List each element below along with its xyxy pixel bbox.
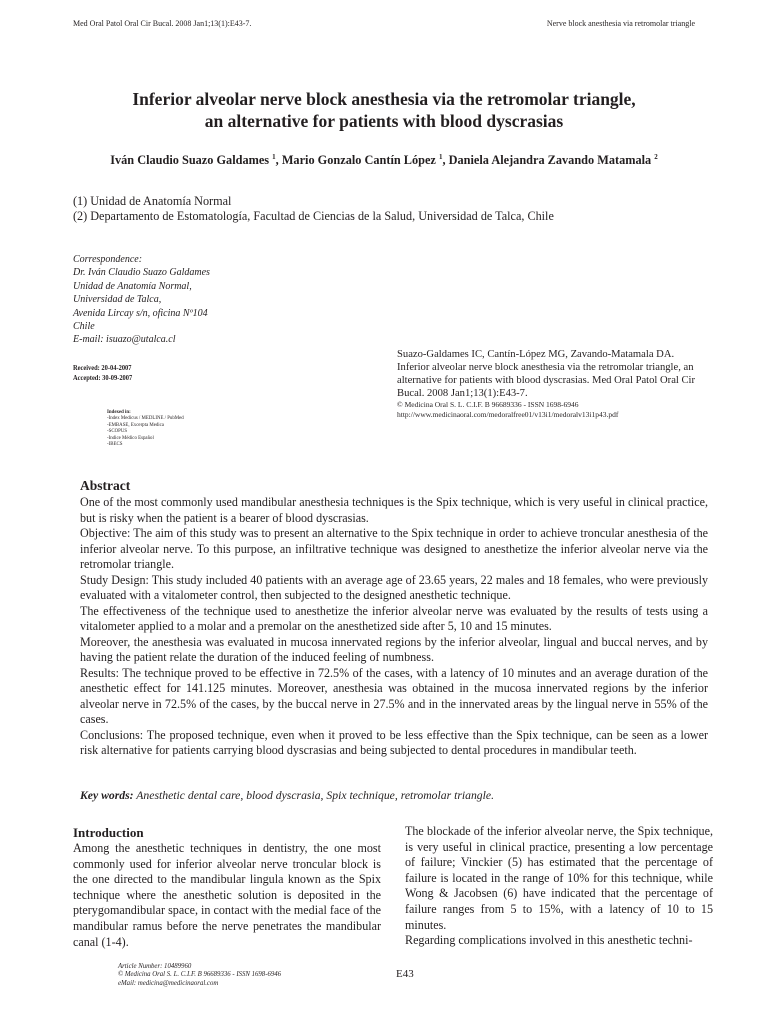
affiliations [73, 194, 554, 224]
page-number: E43 [396, 968, 414, 980]
accepted-date: Accepted: 30-09-2007 [73, 374, 133, 382]
index-item: -Indice Médico Español [107, 434, 154, 441]
index-item: -IBECS [107, 441, 123, 448]
abstract-paragraph: Study Design: This study included 40 patients with an average age of 23.65 years, 22 males and 18 females, who were previously evaluated with a vitalometer control, then subjected to the designed anesthetic technique. [80, 572, 708, 602]
index-item: -SCOPUS [107, 428, 128, 435]
abstract-heading: Abstract [80, 478, 131, 493]
index-item: -Index Medicus / MEDLINE / PubMed [107, 415, 184, 422]
correspondence-line: Chile [73, 321, 95, 333]
affiliation: (1) Unidad de Anatomía Normal [73, 194, 232, 208]
footer-email: eMail: medicina@medicinaoral.com [118, 979, 219, 987]
citation-line: Inferior alveolar nerve block anesthesia via the retromolar triangle, an [397, 362, 694, 373]
author-name: Daniela Alejandra Zavando Matamala [448, 153, 652, 167]
abstract-paragraph: Conclusions: The proposed technique, even when it proved to be less effective than the Spix technique, can be seen as a lower risk alternative for patients carrying blood dyscrasias and being subjected to dental procedures in mandibular teeth. [80, 727, 708, 757]
affiliation: (2) Departamento de Estomatología, Facultad de Ciencias de la Salud, Universidad de Talca, Chile [73, 209, 554, 223]
author-list: Iván Claudio Suazo Galdames $^1$, Mario Gonzalo Cantín López $^1$, Daniela Alejandra Zavando Matamala $^2$ [110, 153, 658, 167]
body-column-left [73, 841, 381, 950]
abstract-paragraph: Results: The technique proved to be effective in 72.5% of the cases, with a latency of 10 minutes and an average duration of the anesthetic effect for 141.125 minutes. Moreover, anesthesia was obtained in the mucosa innervated regions by the inferior alveolar nerve in 72.5% of the cases, by the buccal nerve in 27.5% and in the innervated areas by the lingual nerve in 55% of the cases. [80, 665, 708, 726]
body-column-right [405, 824, 713, 949]
indexed-in-heading: Indexed in: [107, 409, 131, 415]
footer-article-number: Article Number: 10489960 [118, 963, 192, 970]
author-affiliation-mark: 1 [272, 153, 276, 161]
author-name: Mario Gonzalo Cantín López [281, 153, 436, 167]
introduction-heading: Introduction [73, 825, 144, 840]
body-paragraph: The blockade of the inferior alveolar nerve, the Spix technique, is very useful in clinical practice, presenting a low percentage of failure; Vinckier (5) has estimated that the percentage of failure is located in the range of 10% for this technique, while Wong & Jacobsen (6) have indicated that the percentage of failure ranges from 5 to 15%, with a latency of 10 to 15 minutes. [405, 824, 713, 932]
abstract-paragraph: The effectiveness of the technique used to anesthetize the inferior alveolar nerve was evaluated by the results of tests using a vitalometer applied to a molar and a premolar on the anesthetized side after 5, 10 and 15 minutes. [80, 603, 708, 633]
author-name: Iván Claudio Suazo Galdames [110, 153, 270, 167]
author-affiliation-mark: 2 [654, 153, 658, 161]
abstract-paragraph: One of the most commonly used mandibular anesthesia techniques is the Spix technique, which is very useful in clinical practice, but is risky when the patient is a bearer of blood dyscrasias. [80, 495, 708, 525]
citation-copyright: © Medicina Oral S. L. C.I.F. B 96689336 - ISSN 1698-6946 [397, 400, 579, 409]
index-item: -EMBASE, Excerpta Medica [107, 421, 164, 428]
citation-line: alternative for patients with blood dyscrasias. Med Oral Patol Oral Cir [397, 375, 696, 386]
correspondence-line: Avenida Lircay s/n, oficina Nº104 [73, 307, 208, 319]
running-header-left: Med Oral Patol Oral Cir Bucal. 2008 Jan1;13(1):E43-7. [73, 19, 252, 28]
title-line-2: an alternative for patients with blood dyscrasias [204, 111, 564, 131]
citation-url[interactable]: http://www.medicinaoral.com/medoralfree01/v13i1/medoralv13i1p43.pdf [397, 409, 619, 419]
correspondence-block [73, 253, 210, 347]
page-footer [118, 963, 281, 988]
footer-copyright: © Medicina Oral S. L. C.I.F. B 96689336 - ISSN 1698-6946 [118, 971, 282, 979]
keywords [80, 789, 708, 802]
received-date: Received: 20-04-2007 [73, 364, 132, 372]
keywords-label: Key words: [80, 789, 134, 802]
body-paragraph: Among the anesthetic techniques in dentistry, the one most commonly used for inferior alveolar nerve troncular block is the one directed to the mandibular lingula known as the Spix technique where the anesthetic solution is deposited in the pterygomandibular space, in contact with the medial face of the mandibular ramus before the nerve penetrates the mandibular canal (1-4). [73, 841, 381, 949]
correspondence-line: Universidad de Talca, [73, 294, 162, 306]
indexed-in-list [107, 409, 184, 447]
citation-block [397, 348, 717, 419]
correspondence-line: Correspondence: [73, 254, 143, 265]
abstract-paragraph: Moreover, the anesthesia was evaluated in mucosa innervated regions by the inferior alveolar, lingual and buccal nerves, and by having the patient relate the duration of the induced feeling of numbness. [80, 634, 708, 664]
body-paragraph: Regarding complications involved in this anesthetic techni- [405, 933, 693, 948]
citation-line: Suazo-Galdames IC, Cantín-López MG, Zavando-Matamala DA. [397, 349, 675, 360]
correspondence-line: Dr. Iván Claudio Suazo Galdames [73, 267, 210, 279]
article-title [60, 88, 708, 132]
citation-line: Bucal. 2008 Jan1;13(1):E43-7. [397, 388, 528, 399]
title-line-1: Inferior alveolar nerve block anesthesia via the retromolar triangle, [132, 89, 636, 109]
running-header-right: Nerve block anesthesia via retromolar triangle [546, 19, 695, 28]
author-affiliation-mark: 1 [438, 153, 443, 161]
abstract-body [80, 495, 708, 759]
submission-dates [73, 363, 132, 383]
correspondence-line: Unidad de Anatomía Normal, [73, 280, 192, 292]
keywords-text: Anesthetic dental care, blood dyscrasia, Spix technique, retromolar triangle. [136, 789, 494, 802]
correspondence-email: E-mail: isuazo@utalca.cl [73, 334, 176, 346]
abstract-paragraph: Objective: The aim of this study was to present an alternative to the Spix technique in order to achieve troncular anesthesia of the inferior alveolar nerve. To this purpose, an infiltrative technique was designed to anesthetize the inferior alveolar nerve via the retromolar triangle. [80, 526, 708, 571]
